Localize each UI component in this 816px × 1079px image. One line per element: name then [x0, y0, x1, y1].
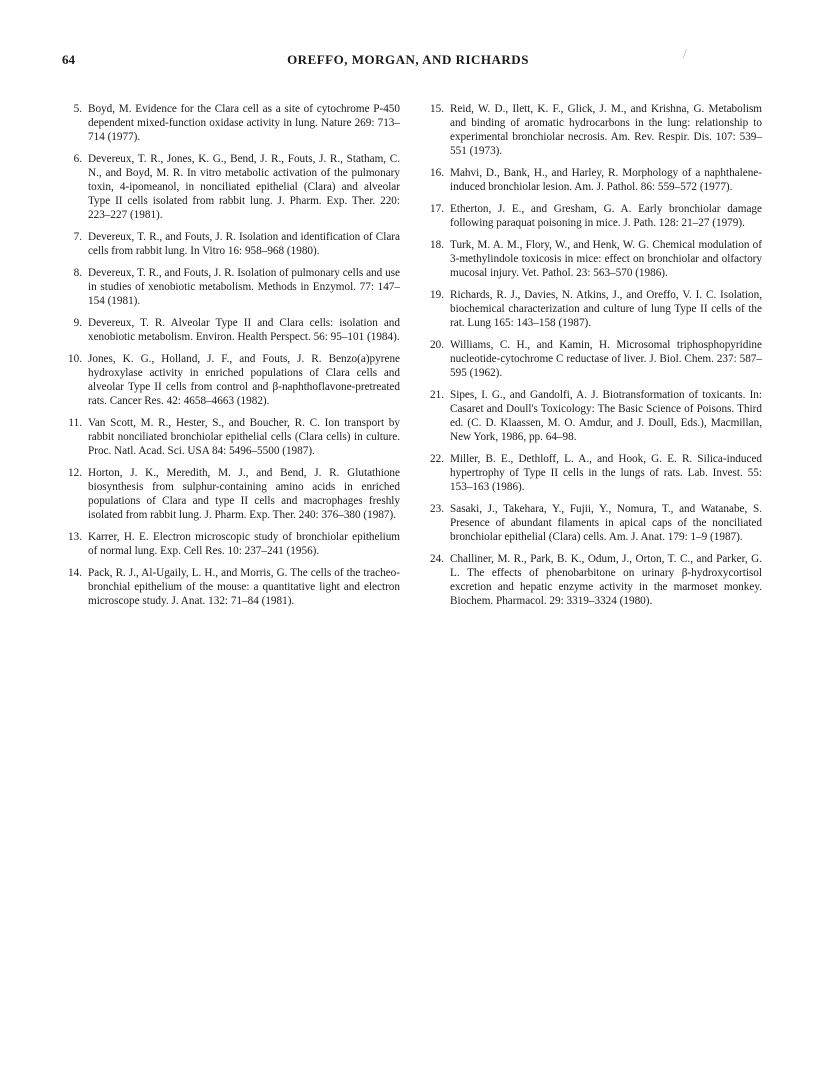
reference-item: [62, 102, 400, 144]
reference-number: 13.: [68, 531, 82, 543]
reference-item: [424, 502, 762, 544]
running-head: OREFFO, MORGAN, AND RICHARDS: [287, 52, 529, 67]
reference-number: 12.: [68, 467, 82, 479]
reference-item: [62, 266, 400, 308]
reference-number: 21.: [430, 389, 444, 401]
reference-number: 8.: [73, 267, 82, 279]
reference-number: 5.: [73, 103, 82, 115]
reference-item: [62, 152, 400, 222]
reference-number: 15.: [430, 103, 444, 115]
reference-number: 9.: [73, 317, 82, 329]
reference-text: Sasaki, J., Takehara, Y., Fujii, Y., Nomura, T., and Watanabe, S. Presence of abundant filaments in apical caps of the nonciliated bronchiolar epithelial (Clara) cells. Am. J. Anat. 179: 1–9 (1987).: [450, 503, 762, 543]
reference-item: [424, 166, 762, 194]
reference-text: Devereux, T. R., Jones, K. G., Bend, J. R., Fouts, J. R., Statham, C. N., and Boyd, M. R. In vitro metabolic activation of the pulmonary toxin, 4-ipomeanol, in nonciliated epithelial (Clara) and alveolar Type II cells isolated from rabbit lung. J. Pharm. Exp. Ther. 220: 223–227 (1981).: [88, 153, 400, 221]
reference-number: 19.: [430, 289, 444, 301]
reference-text: Devereux, T. R., and Fouts, J. R. Isolation of pulmonary cells and use in studies of xenobiotic metabolism. Methods in Enzymol. 77: 147–154 (1981).: [88, 267, 400, 307]
reference-text: Mahvi, D., Bank, H., and Harley, R. Morphology of a naphthalene-induced bronchiolar lesion. Am. J. Pathol. 86: 559–572 (1977).: [450, 167, 762, 193]
references-left-column: [62, 102, 400, 616]
references-right-column: [424, 102, 762, 616]
reference-item: [62, 316, 400, 344]
reference-text: Karrer, H. E. Electron microscopic study of bronchiolar epithelium of normal lung. Exp. Cell Res. 10: 237–241 (1956).: [88, 531, 400, 557]
reference-text: Etherton, J. E., and Gresham, G. A. Early bronchiolar damage following paraquat poisoning in mice. J. Path. 128: 21–27 (1979).: [450, 203, 762, 229]
reference-text: Sipes, I. G., and Gandolfi, A. J. Biotransformation of toxicants. In: Casaret and Doull's Toxicology: The Basic Science of Poisons. Third ed. (C. D. Klaassen, M. O. Amdur, and J. Doull, Eds.), Macmillan, New York, 1986, pp. 64–98.: [450, 389, 762, 443]
reference-item: [62, 416, 400, 458]
reference-text: Jones, K. G., Holland, J. F., and Fouts, J. R. Benzo(a)pyrene hydroxylase activity in enriched populations of Clara cells and alveolar Type II cells from control and β-naphthoflavone-pretreated rats. Cancer Res. 42: 4658–4663 (1982).: [88, 353, 400, 407]
reference-item: [424, 338, 762, 380]
reference-text: Challiner, M. R., Park, B. K., Odum, J., Orton, T. C., and Parker, G. L. The effects of phenobarbitone on urinary β-hydroxycortisol excretion and hepatic enzyme activity in the marmoset monkey. Biochem. Pharmacol. 29: 3319–3324 (1980).: [450, 553, 762, 607]
reference-text: Turk, M. A. M., Flory, W., and Henk, W. G. Chemical modulation of 3-methylindole toxicosis in mice: effect on bronchiolar and olfactory mucosal injury. Vet. Pathol. 23: 563–570 (1986).: [450, 239, 762, 279]
page-number: 64: [62, 52, 75, 67]
reference-number: 10.: [68, 353, 82, 365]
reference-text: Pack, R. J., Al-Ugaily, L. H., and Morris, G. The cells of the tracheo-bronchial epithelium of the mouse: a quantitative light and electron microscope study. J. Anat. 132: 71–84 (1981).: [88, 567, 400, 607]
reference-item: [424, 238, 762, 280]
reference-item: [62, 466, 400, 522]
reference-number: 20.: [430, 339, 444, 351]
reference-text: Boyd, M. Evidence for the Clara cell as a site of cytochrome P-450 dependent mixed-function oxidase activity in lung. Nature 269: 713–714 (1977).: [88, 103, 400, 143]
reference-text: Van Scott, M. R., Hester, S., and Boucher, R. C. Ion transport by rabbit nonciliated bronchiolar epithelial cells (Clara cells) in culture. Proc. Natl. Acad. Sci. USA 84: 5496–5500 (1987).: [88, 417, 400, 457]
reference-text: Horton, J. K., Meredith, M. J., and Bend, J. R. Glutathione biosynthesis from sulphur-containing amino acids in enriched populations of Clara and type II cells and macrophages freshly isolated from rabbit lung. J. Pharm. Exp. Ther. 240: 376–380 (1987).: [88, 467, 400, 521]
reference-text: Richards, R. J., Davies, N. Atkins, J., and Oreffo, V. I. C. Isolation, biochemical characterization and culture of lung Type II cells of the rat. Lung 165: 143–158 (1987).: [450, 289, 762, 329]
reference-item: [62, 530, 400, 558]
reference-text: Devereux, T. R., and Fouts, J. R. Isolation and identification of Clara cells from rabbit lung. In Vitro 16: 958–968 (1980).: [88, 231, 400, 257]
reference-item: [62, 352, 400, 408]
reference-item: [62, 230, 400, 258]
reference-number: 22.: [430, 453, 444, 465]
reference-text: Devereux, T. R. Alveolar Type II and Clara cells: isolation and xenobiotic metabolism. Environ. Health Perspect. 56: 95–101 (1984).: [88, 317, 400, 343]
reference-item: [424, 102, 762, 158]
reference-item: [424, 452, 762, 494]
reference-number: 7.: [73, 231, 82, 243]
reference-item: [424, 288, 762, 330]
reference-number: 17.: [430, 203, 444, 215]
reference-text: Reid, W. D., Ilett, K. F., Glick, J. M., and Krishna, G. Metabolism and binding of aromatic hydrocarbons in the lung: relationship to experimental bronchiolar necrosis. Am. Rev. Respir. Dis. 107: 539–551 (1973).: [450, 103, 762, 157]
reference-number: 23.: [430, 503, 444, 515]
reference-number: 14.: [68, 567, 82, 579]
reference-number: 11.: [68, 417, 82, 429]
reference-item: [62, 566, 400, 608]
reference-item: [424, 202, 762, 230]
reference-number: 24.: [430, 553, 444, 565]
reference-number: 6.: [73, 153, 82, 165]
reference-text: Williams, C. H., and Kamin, H. Microsomal triphosphopyridine nucleotide-cytochrome C reductase of liver. J. Biol. Chem. 237: 587–595 (1962).: [450, 339, 762, 379]
reference-number: 18.: [430, 239, 444, 251]
margin-mark: /: [683, 47, 687, 62]
reference-item: [424, 388, 762, 444]
reference-number: 16.: [430, 167, 444, 179]
reference-item: [424, 552, 762, 608]
reference-text: Miller, B. E., Dethloff, L. A., and Hook, G. E. R. Silica-induced hypertrophy of Type II cells in the lungs of rats. Lab. Invest. 55: 153–163 (1986).: [450, 453, 762, 493]
